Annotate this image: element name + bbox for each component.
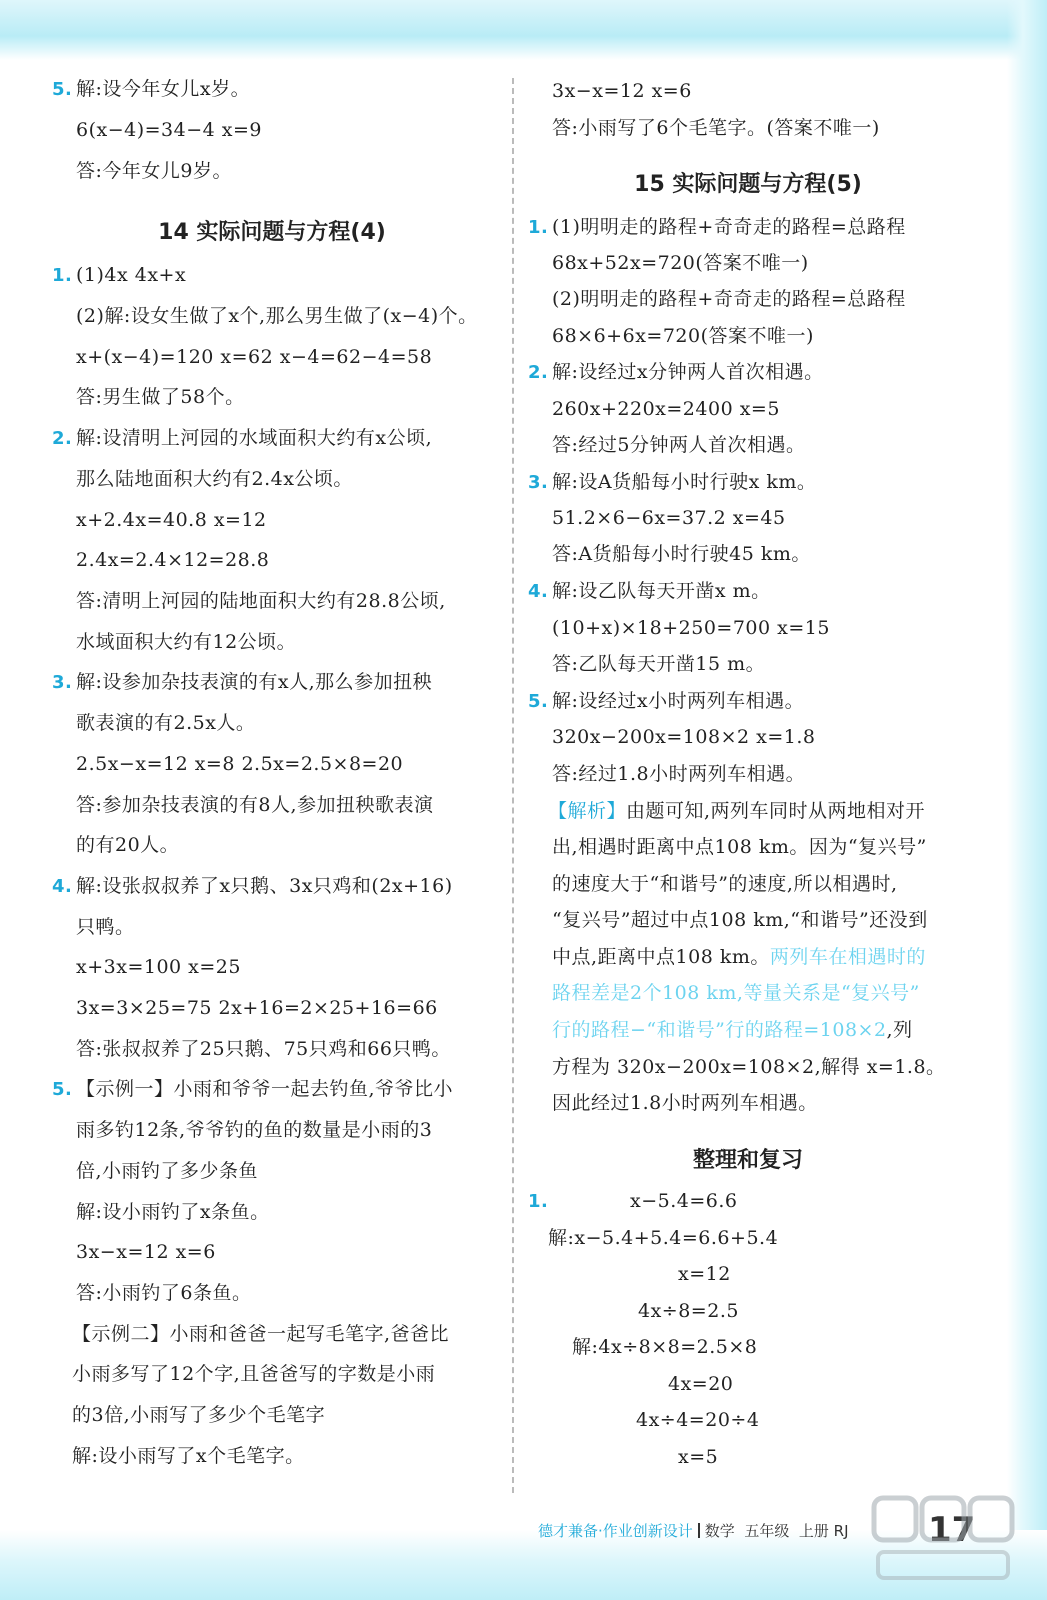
answer-line: (2)解:设女生做了x个,那么男生做了(x−4)个。 <box>76 305 478 327</box>
answer-text: 解:设今年女儿x岁。 <box>76 78 251 100</box>
item-number: 4. <box>528 581 549 602</box>
answer-text: 解:设经过x小时两列车相遇。 <box>552 690 805 712</box>
analysis-line: 的速度大于“和谐号”的速度,所以相遇时, <box>552 873 898 895</box>
series-brand: 德才兼备·作业创新设计 <box>538 1522 693 1540</box>
answer-line: 的有20人。 <box>76 834 180 856</box>
answer-text: 小雨和爷爷一起去钓鱼,爷爷比小 <box>173 1078 454 1100</box>
answer-line: 68×6+6x=720(答案不唯一) <box>552 325 814 347</box>
answer-text: 解:设张叔叔养了x只鹅、3x只鸡和(2x+16) <box>76 875 453 897</box>
equation-line: 解:4x÷8×8=2.5×8 <box>572 1336 758 1358</box>
analysis-highlight: 两列车在相遇时的 <box>769 946 926 968</box>
answer-text: (1)明明走的路程+奇奇走的路程=总路程 <box>552 216 906 238</box>
equation-line: 4x=20 <box>668 1373 734 1395</box>
answer-line: 答:小雨钓了6条鱼。 <box>76 1282 252 1304</box>
answer-line: (2)明明走的路程+奇奇走的路程=总路程 <box>552 288 906 310</box>
answer-line: 倍,小雨钓了多少条鱼 <box>76 1160 259 1182</box>
watermark-logo-icon <box>868 1492 1018 1587</box>
answer-line: 答:参加杂技表演的有8人,参加扭秧歌表演 <box>76 794 434 816</box>
answer-line <box>52 262 186 289</box>
footer-separator <box>698 1523 700 1538</box>
example-tag: 【示例一】 <box>76 1078 174 1100</box>
page-footer <box>538 1520 849 1542</box>
section-heading-15: 15 实际问题与方程(5) <box>634 172 862 197</box>
analysis-highlight: 行的路程−“和谐号”行的路程=108×2 <box>552 1019 887 1041</box>
analysis-line: “复兴号”超过中点108 km,“和谐号”还没到 <box>552 909 928 931</box>
answer-line: x+(x−4)=120 x=62 x−4=62−4=58 <box>76 346 433 368</box>
answer-line: 答:经过5分钟两人首次相遇。 <box>552 434 806 456</box>
answer-line: 答:张叔叔养了25只鹅、75只鸡和66只鸭。 <box>76 1038 451 1060</box>
analysis-line: 出,相遇时距离中点108 km。因为“复兴号” <box>552 836 927 858</box>
answer-text: 解:设参加杂技表演的有x人,那么参加扭秧 <box>76 671 433 693</box>
answer-line <box>528 688 804 715</box>
item-number: 1. <box>52 265 73 286</box>
analysis-highlight-line: 路程差是2个108 km,等量关系是“复兴号” <box>552 982 920 1004</box>
answer-line: 答:经过1.8小时两列车相遇。 <box>552 763 806 785</box>
answer-line <box>52 1076 453 1103</box>
analysis-text: 中点,距离中点108 km。 <box>552 946 770 968</box>
answer-line: 水域面积大约有12公顷。 <box>76 631 297 653</box>
answer-line: 320x−200x=108×2 x=1.8 <box>552 726 816 748</box>
answer-line: 的3倍,小雨写了多少个毛笔字 <box>72 1404 326 1426</box>
answer-line: 68x+52x=720(答案不唯一) <box>552 252 809 274</box>
answer-line <box>52 425 432 452</box>
analysis-line: 方程为 320x−200x=108×2,解得 x=1.8。 <box>552 1056 946 1078</box>
answer-line: 答:A货船每小时行驶45 km。 <box>552 543 811 565</box>
answer-line: 51.2×6−6x=37.2 x=45 <box>552 507 786 529</box>
item-number: 4. <box>52 876 73 897</box>
analysis-text: ,列 <box>886 1019 913 1041</box>
footer-grade: 五年级 <box>744 1522 790 1540</box>
equation-line: 解:x−5.4+5.4=6.6+5.4 <box>548 1227 779 1249</box>
answer-text: 解:设经过x分钟两人首次相遇。 <box>552 361 824 383</box>
answer-line <box>52 76 250 103</box>
item-number: 5. <box>52 1079 73 1100</box>
answer-line: 答:清明上河园的陆地面积大约有28.8公顷, <box>76 590 446 612</box>
answer-line: x+3x=100 x=25 <box>76 956 241 978</box>
analysis-tag: 【解析】 <box>548 800 627 822</box>
equation-line: 4x÷8=2.5 <box>638 1300 739 1322</box>
item-number: 5. <box>528 691 549 712</box>
answer-line: 只鸭。 <box>76 916 135 938</box>
answer-line: (10+x)×18+250=700 x=15 <box>552 617 830 639</box>
answer-line: 3x−x=12 x=6 <box>76 1241 216 1263</box>
analysis-text: 由题可知,两列车同时从两地相对开 <box>626 800 926 822</box>
equation-line: x=12 <box>678 1263 731 1285</box>
item-number: 5. <box>52 79 73 100</box>
answer-line <box>528 578 771 605</box>
item-number: 1. <box>528 1191 549 1212</box>
section-heading-review: 整理和复习 <box>692 1148 803 1173</box>
answer-line <box>528 1188 552 1215</box>
answer-line: 6(x−4)=34−4 x=9 <box>76 119 263 141</box>
analysis-line: 因此经过1.8小时两列车相遇。 <box>552 1092 818 1114</box>
answer-line: 3x−x=12 x=6 <box>552 80 692 102</box>
item-number: 2. <box>528 362 549 383</box>
answer-line: 那么陆地面积大约有2.4x公顷。 <box>76 468 353 490</box>
example-tag: 【示例二】 <box>72 1323 170 1345</box>
answer-line <box>52 669 432 696</box>
answer-line <box>72 1321 449 1347</box>
answer-line: 歌表演的有2.5x人。 <box>76 712 256 734</box>
section-heading-14: 14 实际问题与方程(4) <box>158 220 386 245</box>
page-number: 17 <box>928 1510 976 1550</box>
answer-line <box>528 214 906 241</box>
answer-text: 解:设清明上河园的水域面积大约有x公顷, <box>76 427 433 449</box>
footer-volume: 上册 RJ <box>798 1522 849 1540</box>
equation-line: x=5 <box>678 1446 719 1468</box>
analysis-line <box>552 1017 913 1043</box>
item-number: 3. <box>52 672 73 693</box>
item-number: 1. <box>528 217 549 238</box>
right-wave-border <box>1007 0 1047 1600</box>
answer-line: 小雨多写了12个字,且爸爸写的字数是小雨 <box>72 1363 436 1385</box>
answer-line: 3x=3×25=75 2x+16=2×25+16=66 <box>76 997 438 1019</box>
answer-text: 解:设A货船每小时行驶x km。 <box>552 471 817 493</box>
item-number: 3. <box>528 472 549 493</box>
answer-line: 2.5x−x=12 x=8 2.5x=2.5×8=20 <box>76 753 404 775</box>
answer-line: 答:小雨写了6个毛笔字。(答案不唯一) <box>552 117 880 139</box>
answer-line <box>528 359 824 386</box>
analysis-line <box>552 944 926 970</box>
answer-line: 雨多钓12条,爷爷钓的鱼的数量是小雨的3 <box>76 1119 433 1141</box>
answer-line: 答:乙队每天开凿15 m。 <box>552 653 766 675</box>
answer-line: 解:设小雨钓了x条鱼。 <box>76 1201 270 1223</box>
answer-line: 答:今年女儿9岁。 <box>76 160 232 182</box>
answer-line: 260x+220x=2400 x=5 <box>552 398 780 420</box>
answer-line: 2.4x=2.4×12=28.8 <box>76 549 270 571</box>
answer-line <box>528 469 816 496</box>
equation-line: 4x÷4=20÷4 <box>636 1409 760 1431</box>
answer-text: 解:设乙队每天开凿x m。 <box>552 580 771 602</box>
answer-line: x+2.4x=40.8 x=12 <box>76 509 267 531</box>
answer-line: 答:男生做了58个。 <box>76 386 245 408</box>
column-divider <box>512 78 514 1493</box>
footer-subject: 数学 <box>704 1522 735 1540</box>
answer-text: 小雨和爸爸一起写毛笔字,爸爸比 <box>169 1323 450 1345</box>
item-number: 2. <box>52 428 73 449</box>
answer-text: (1)4x 4x+x <box>76 264 187 286</box>
equation-line: x−5.4=6.6 <box>630 1190 738 1212</box>
top-wave-border <box>0 0 1047 60</box>
answer-line <box>52 873 453 900</box>
analysis-line <box>548 798 925 824</box>
answer-line: 解:设小雨写了x个毛笔字。 <box>72 1445 305 1467</box>
